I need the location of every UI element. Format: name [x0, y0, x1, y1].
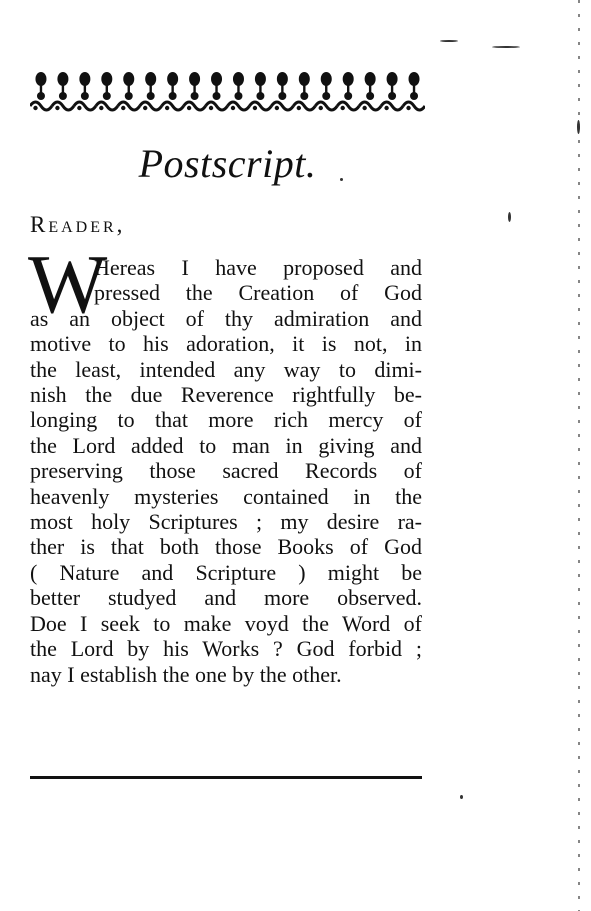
fleuron-glyph — [184, 72, 206, 110]
text-line: preserving those sacred Records of — [30, 458, 422, 484]
decorative-headpiece-ornament — [30, 70, 425, 114]
fleuron-glyph — [52, 72, 74, 110]
fleuron-glyph — [403, 72, 425, 110]
text-line: nay I establish the one by the other. — [30, 661, 342, 687]
fleuron-glyph — [140, 72, 162, 110]
scan-speck — [460, 795, 463, 799]
scan-speck — [492, 46, 520, 48]
scan-speck — [440, 40, 458, 42]
bottom-rule — [30, 776, 422, 779]
text-line: ( Nature and Scripture ) might be — [30, 559, 422, 585]
fleuron-glyph — [381, 72, 403, 110]
scan-speck — [508, 212, 511, 222]
text-line: motive to his adoration, it is not, in — [30, 331, 422, 357]
text-line: ther is that both those Books of God — [30, 534, 422, 560]
fleuron-glyph — [74, 72, 96, 110]
scan-speck — [577, 120, 580, 134]
fleuron-glyph — [271, 72, 293, 110]
fleuron-glyph — [249, 72, 271, 110]
fleuron-glyph — [359, 72, 381, 110]
text-line: the Lord added to man in giving and — [30, 432, 422, 458]
salutation: Reader, — [30, 212, 126, 237]
text-line: Doe I seek to make voyd the Word of — [30, 610, 422, 636]
body-paragraph — [30, 255, 422, 687]
text-line: as an object of thy admiration and — [30, 305, 422, 331]
fleuron-glyph — [293, 72, 315, 110]
fleuron-glyph — [162, 72, 184, 110]
page-title: Postscript. — [138, 141, 317, 186]
text-line: most holy Scriptures ; my desire ra- — [30, 509, 422, 535]
fleuron-glyph — [96, 72, 118, 110]
fleuron-glyph — [206, 72, 228, 110]
fleuron-glyph — [337, 72, 359, 110]
fleuron-glyph — [228, 72, 250, 110]
fleuron-glyph — [315, 72, 337, 110]
drop-cap-letter: W — [28, 238, 108, 331]
fleuron-glyph — [118, 72, 140, 110]
text-line: longing to that more rich mercy of — [30, 407, 422, 433]
fleuron-glyph — [30, 72, 52, 110]
text-line: nish the due Reverence rightfully be- — [30, 382, 422, 408]
page-edge-shadow — [578, 0, 580, 911]
text-line: pressed the Creation of God — [94, 280, 422, 306]
text-line: heavenly mysteries contained in the — [30, 483, 422, 509]
text-line: better studyed and more observed. — [30, 585, 422, 611]
text-line: the Lord by his Works ? God forbid ; — [30, 636, 422, 662]
text-line: the least, intended any way to dimi- — [30, 356, 422, 382]
text-line: Hereas I have proposed and — [94, 255, 422, 280]
